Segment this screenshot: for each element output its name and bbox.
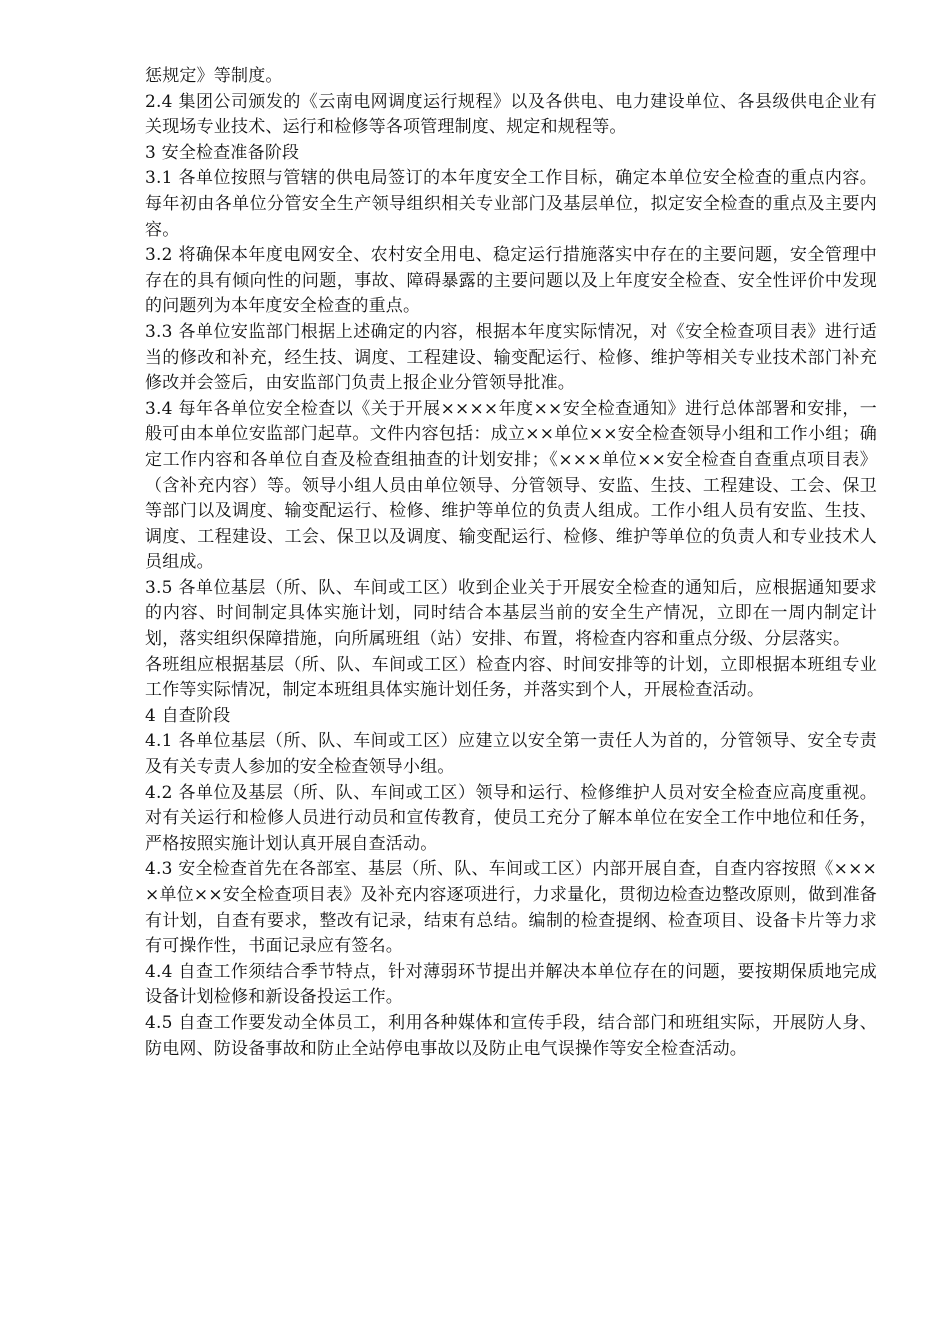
paragraph-2-4: 2.4 集团公司颁发的《云南电网调度运行规程》以及各供电、电力建设单位、各县级供电企业有关现场专业技术、运行和检修等各项管理制度、规定和规程等。: [145, 91, 877, 138]
paragraph-4-2: 4.2 各单位及基层（所、队、车间或工区）领导和运行、检修维护人员对安全检查应高度重视。对有关运行和检修人员进行动员和宣传教育，使员工充分了解本单位在安全工作中地位和任务，严格按照实施计划认真开展自查活动。: [145, 782, 877, 854]
paragraph-3-3: 3.3 各单位安监部门根据上述确定的内容，根据本年度实际情况，对《安全检查项目表》进行适当的修改和补充，经生技、调度、工程建设、输变配运行、检修、维护等相关专业技术部门补充修改并会签后，由安监部门负责上报企业分管领导批准。: [145, 321, 877, 394]
paragraph-3-2: 3.2 将确保本年度电网安全、农村安全用电、稳定运行措施落实中存在的主要问题，安全管理中存在的具有倾向性的问题，事故、障碍暴露的主要问题以及上年度安全检查、安全性评价中发现的问题列为本年度安全检查的重点。: [145, 245, 877, 317]
paragraph-4-1: 4.1 各单位基层（所、队、车间或工区）应建立以安全第一责任人为首的，分管领导、安全专责及有关专责人参加的安全检查领导小组。: [145, 731, 877, 778]
paragraph-4-5: 4.5 自查工作要发动全体员工，利用各种媒体和宣传手段，结合部门和班组实际，开展防人身、防电网、防设备事故和防止全站停电事故以及防止电气误操作等安全检查活动。: [145, 1012, 877, 1059]
paragraph-continuation: 惩规定》等制度。: [145, 66, 283, 86]
section-heading-4: 4 自查阶段: [145, 705, 231, 726]
paragraph-4-4: 4.4 自查工作须结合季节特点，针对薄弱环节提出并解决本单位存在的问题，要按期保质地完成设备计划检修和新设备投运工作。: [145, 961, 877, 1008]
paragraph-3-5: 3.5 各单位基层（所、队、车间或工区）收到企业关于开展安全检查的通知后，应根据通知要求的内容、时间制定具体实施计划，同时结合本基层当前的安全生产情况，立即在一周内制定计划，落实组织保障措施，向所属班组（站）安排、布置，将检查内容和重点分级、分层落实。: [145, 577, 877, 650]
paragraph-3-1: 3.1 各单位按照与管辖的供电局签订的本年度安全工作目标，确定本单位安全检查的重点内容。每年初由各单位分管安全生产领导组织相关专业部门及基层单位，拟定安全检查的重点及主要内容。: [145, 168, 877, 240]
paragraph-3-4: 3.4 每年各单位安全检查以《关于开展××××年度××安全检查通知》进行总体部署和安排，一般可由本单位安监部门起草。文件内容包括：成立××单位××安全检查领导小组和工作小组；确定工作内容和各单位自查及检查组抽查的计划安排；《×××单位××安全检查自查重点项目表》（含补充内容）等。领导小组人员由单位领导、分管领导、安监、生技、工程建设、工会、保卫等部门以及调度、输变配运行、检修、维护等单位的负责人组成。工作小组人员有安监、生技、调度、工程建设、工会、保卫以及调度、输变配运行、检修、维护等单位的负责人和专业技术人员组成。: [145, 398, 877, 573]
section-heading-3: 3 安全检查准备阶段: [145, 142, 300, 163]
document-body: [145, 64, 877, 1062]
paragraph-team-plan: 各班组应根据基层（所、队、车间或工区）检查内容、时间安排等的计划，立即根据本班组专业工作等实际情况，制定本班组具体实施计划任务，并落实到个人，开展检查活动。: [145, 654, 877, 701]
paragraph-4-3: 4.3 安全检查首先在各部室、基层（所、队、车间或工区）内部开展自查，自查内容按照《××××单位××安全检查项目表》及补充内容逐项进行，力求量化，贯彻边检查边整改原则，做到准备有计划，自查有要求，整改有记录，结束有总结。编制的检查提纲、检查项目、设备卡片等力求有可操作性，书面记录应有签名。: [145, 859, 877, 957]
